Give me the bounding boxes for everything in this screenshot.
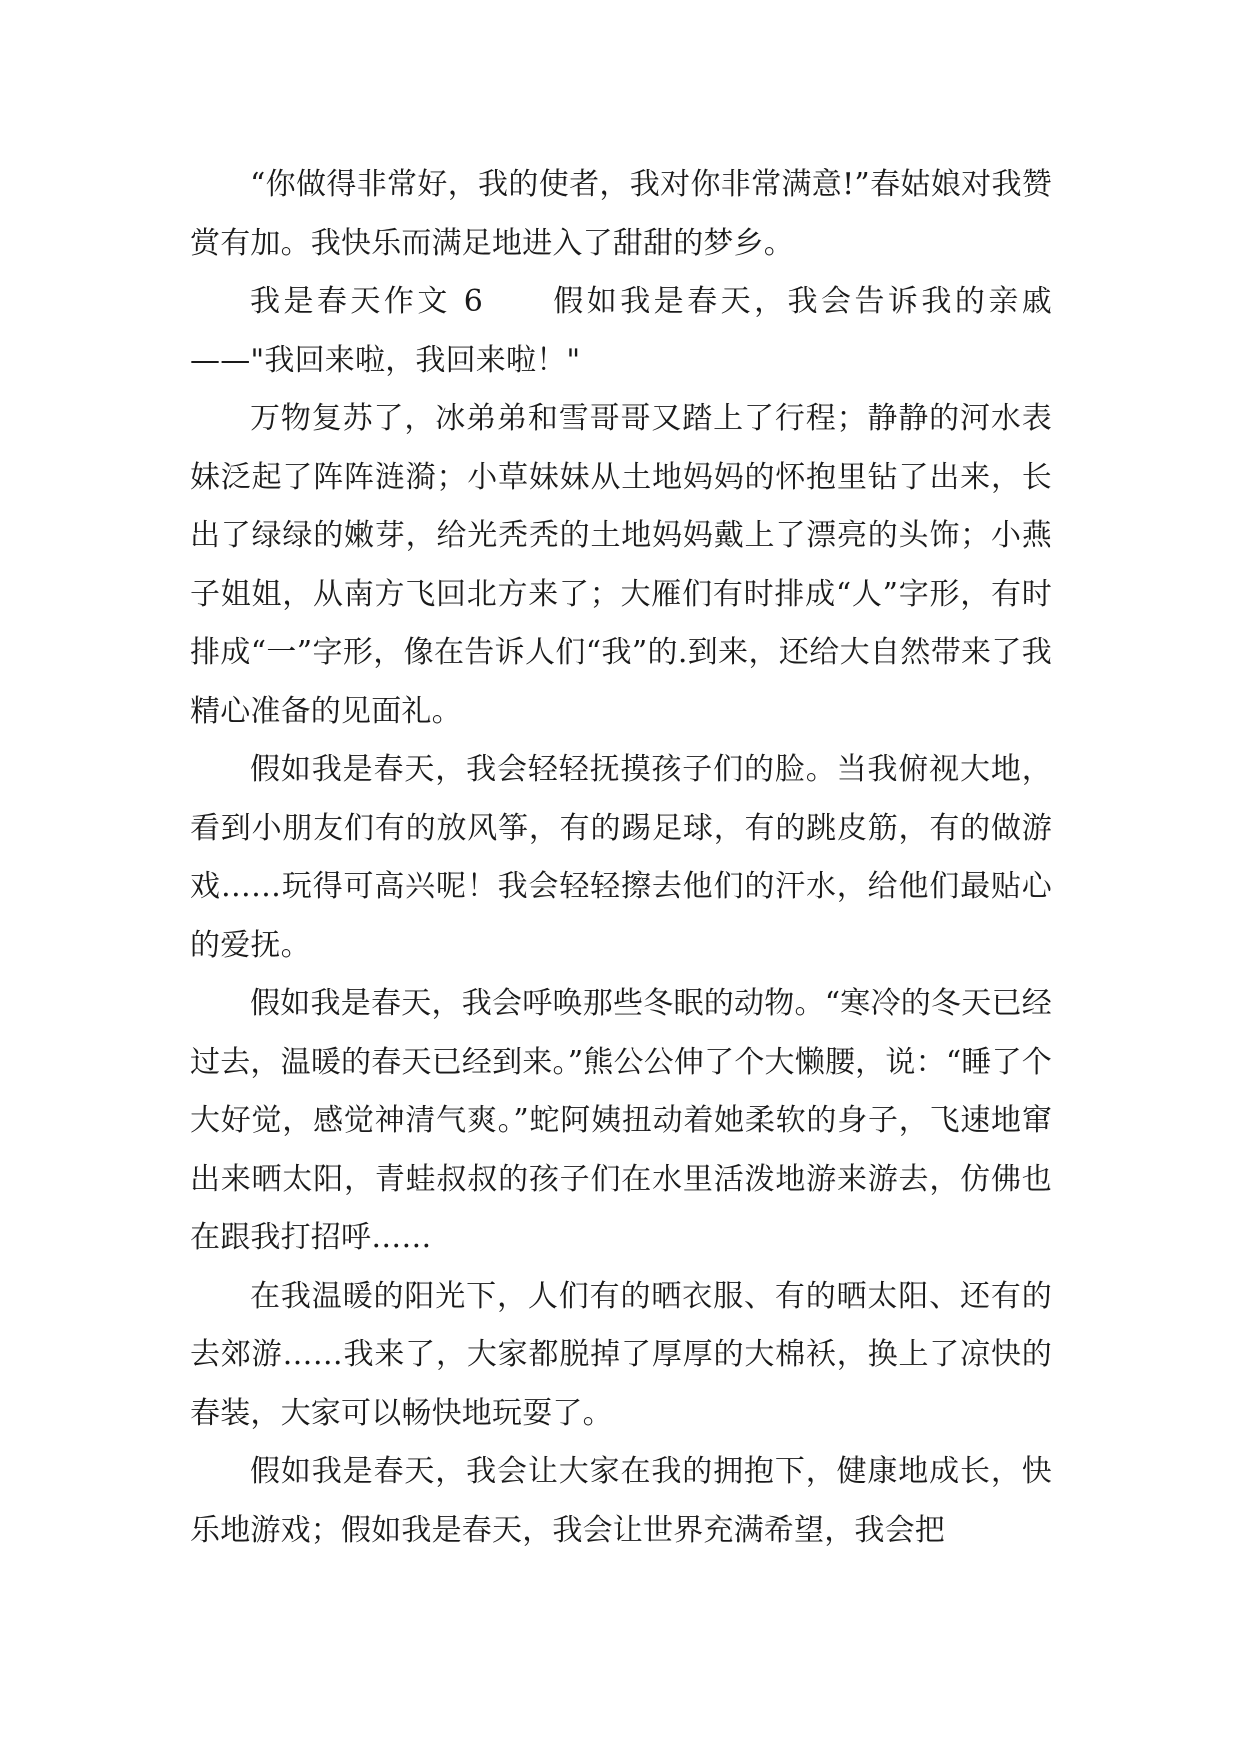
- paragraph-3: 万物复苏了，冰弟弟和雪哥哥又踏上了行程；静静的河水表妹泛起了阵阵涟漪；小草妹妹从土地妈妈的怀抱里钻了出来，长出了绿绿的嫩芽，给光秃秃的土地妈妈戴上了漂亮的头饰；小燕子姐姐，从南方飞回北方来了；大雁们有时排成“人”字形，有时排成“一”字形，像在告诉人们“我”的.到来，还给大自然带来了我精心准备的见面礼。: [190, 401, 1052, 729]
- paragraph-7: 假如我是春天，我会让大家在我的拥抱下，健康地成长，快乐地游戏；假如我是春天，我会让世界充满希望，我会把: [190, 1454, 1052, 1548]
- paragraph-1: “你做得非常好，我的使者，我对你非常满意!”春姑娘对我赞赏有加。我快乐而满足地进入了甜甜的梦乡。: [190, 167, 1052, 261]
- essay-body: [190, 156, 1052, 1560]
- paragraph-5: 假如我是春天，我会呼唤那些冬眠的动物。“寒冷的冬天已经过去，温暖的春天已经到来。”熊公公伸了个大懒腰，说：“睡了个大好觉，感觉神清气爽。”蛇阿姨扭动着她柔软的身子，飞速地窜出来晒太阳，青蛙叔叔的孩子们在水里活泼地游来游去，仿佛也在跟我打招呼……: [190, 986, 1052, 1255]
- paragraph-6: 在我温暖的阳光下，人们有的晒衣服、有的晒太阳、还有的去郊游……我来了，大家都脱掉了厚厚的大棉袄，换上了凉快的春装，大家可以畅快地玩耍了。: [190, 1278, 1052, 1431]
- paragraph-4: 假如我是春天，我会轻轻抚摸孩子们的脸。当我俯视大地，看到小朋友们有的放风筝，有的踢足球，有的跳皮筋，有的做游戏……玩得可高兴呢！我会轻轻擦去他们的汗水，给他们最贴心的爱抚。: [190, 752, 1052, 963]
- paragraph-2: 我是春天作文 6 假如我是春天，我会告诉我的亲戚——"我回来啦，我回来啦！": [190, 284, 1052, 378]
